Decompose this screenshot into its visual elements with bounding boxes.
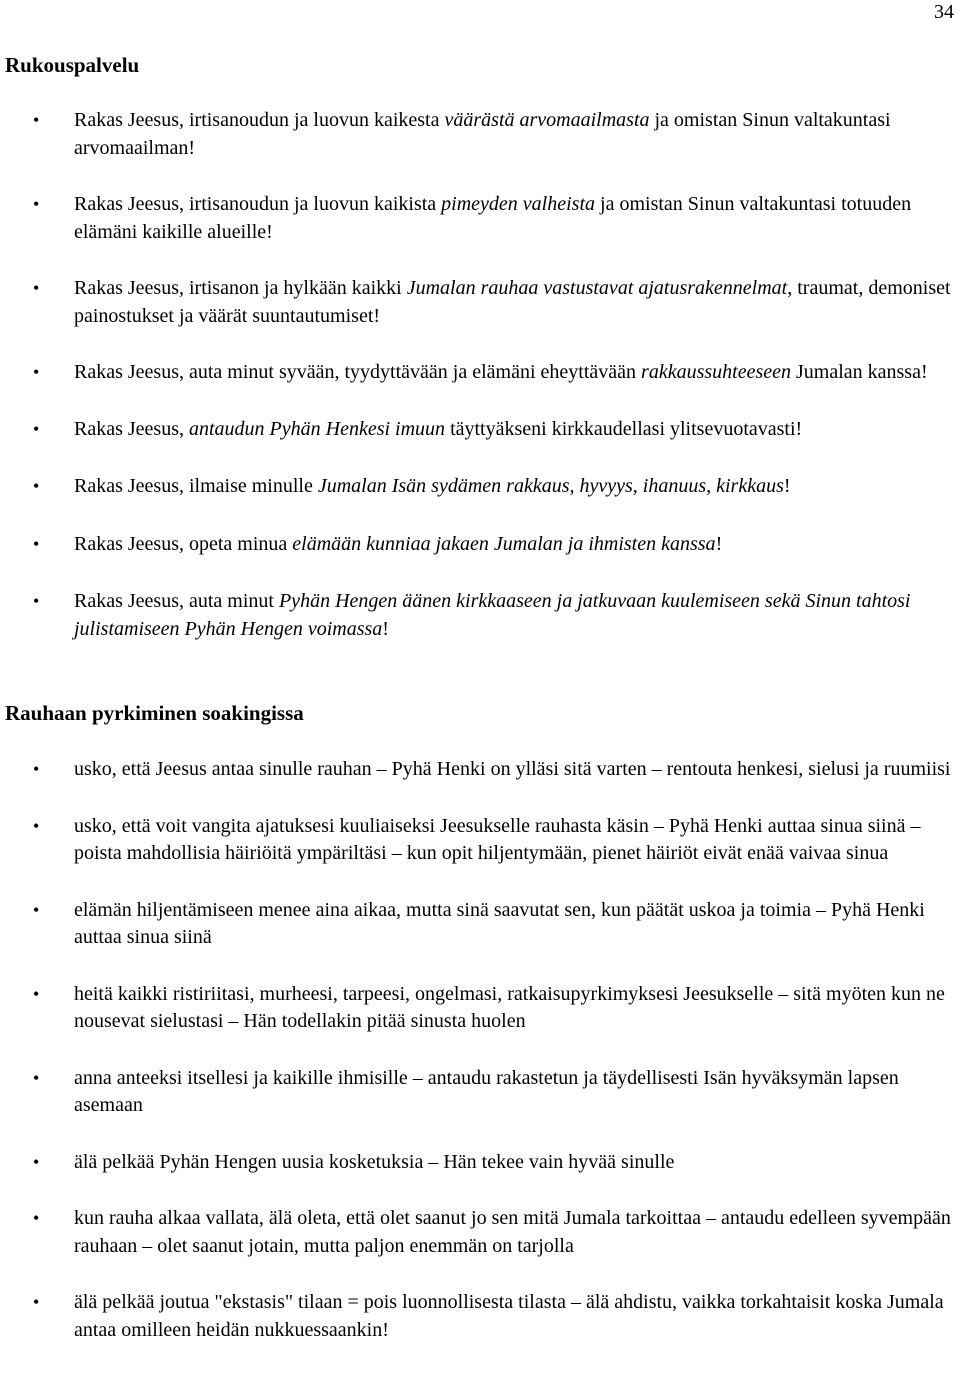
prayer-item: • Rakas Jeesus, auta minut Pyhän Hengen äänen kirkkaaseen ja jatkuvaan kuulemiseen sekä Sinun tahtosi julistamiseen Pyhän Hengen voimassa! <box>0 588 960 643</box>
soaking-item: • anna anteeksi itsellesi ja kaikille ihmisille – antaudu rakastetun ja täydellisesti Isän hyväksymän lapsen asemaan <box>0 1065 960 1120</box>
soaking-item: • usko, että voit vangita ajatuksesi kuuliaiseksi Jeesukselle rauhasta käsin – Pyhä Henki auttaa sinua siinä – poista mahdollisia häiriöitä ympäriltäsi – kun opit hiljentymään, pienet häiriöt eivät enää vaivaa sinua <box>0 813 960 868</box>
soaking-item: • elämän hiljentämiseen menee aina aikaa, mutta sinä saavutat sen, kun päätät uskoa ja toimia – Pyhä Henki auttaa sinua siinä <box>0 897 960 952</box>
soaking-item: • älä pelkää joutua "ekstasis" tilaan = pois luonnollisesta tilasta – älä ahdistu, vaikka torkahtaisit koska Jumala antaa omilleen heidän nukkuessaankin! <box>0 1289 960 1344</box>
section-title-rukouspalvelu: Rukouspalvelu <box>5 53 140 77</box>
prayer-item: • Rakas Jeesus, irtisanoudun ja luovun kaikesta väärästä arvomaailmasta ja omistan Sinun valtakuntasi arvomaailman! <box>0 107 960 162</box>
prayer-item: • Rakas Jeesus, auta minut syvään, tyydyttävään ja elämäni eheyttävään rakkaussuhteeseen Jumalan kanssa! <box>0 359 960 387</box>
prayer-item: • Rakas Jeesus, irtisanoudun ja luovun kaikista pimeyden valheista ja omistan Sinun valtakuntasi totuuden elämäni kaikille alueille! <box>0 191 960 246</box>
soaking-item: • usko, että Jeesus antaa sinulle rauhan – Pyhä Henki on ylläsi sitä varten – rentouta henkesi, sielusi ja ruumiisi <box>0 756 960 784</box>
prayer-item: • Rakas Jeesus, ilmaise minulle Jumalan Isän sydämen rakkaus, hyvyys, ihanuus, kirkkaus! <box>0 473 960 501</box>
soaking-item: • älä pelkää Pyhän Hengen uusia kosketuksia – Hän tekee vain hyvää sinulle <box>0 1149 960 1177</box>
soaking-item: • kun rauha alkaa vallata, älä oleta, että olet saanut jo sen mitä Jumala tarkoittaa – antaudu edelleen syvempään rauhaan – olet saanut jotain, mutta paljon enemmän on tarjolla <box>0 1205 960 1260</box>
soaking-list <box>0 756 960 1373</box>
section-title-rauhaan-pyrkiminen: Rauhaan pyrkiminen soakingissa <box>5 701 304 725</box>
prayer-list <box>0 107 960 672</box>
prayer-item: • Rakas Jeesus, irtisanon ja hylkään kaikki Jumalan rauhaa vastustavat ajatusrakennelmat, traumat, demoniset painostukset ja väärät suuntautumiset! <box>0 275 960 330</box>
prayer-item: • Rakas Jeesus, opeta minua elämään kunniaa jakaen Jumalan ja ihmisten kanssa! <box>0 531 960 559</box>
soaking-item: • heitä kaikki ristiriitasi, murheesi, tarpeesi, ongelmasi, ratkaisupyrkimyksesi Jeesukselle – sitä myöten kun ne nousevat sielustasi – Hän todellakin pitää sinusta huolen <box>0 981 960 1036</box>
prayer-item: • Rakas Jeesus, antaudun Pyhän Henkesi imuun täyttyäkseni kirkkaudellasi ylitsevuotavasti! <box>0 416 960 444</box>
page-number: 34 <box>934 1 954 23</box>
